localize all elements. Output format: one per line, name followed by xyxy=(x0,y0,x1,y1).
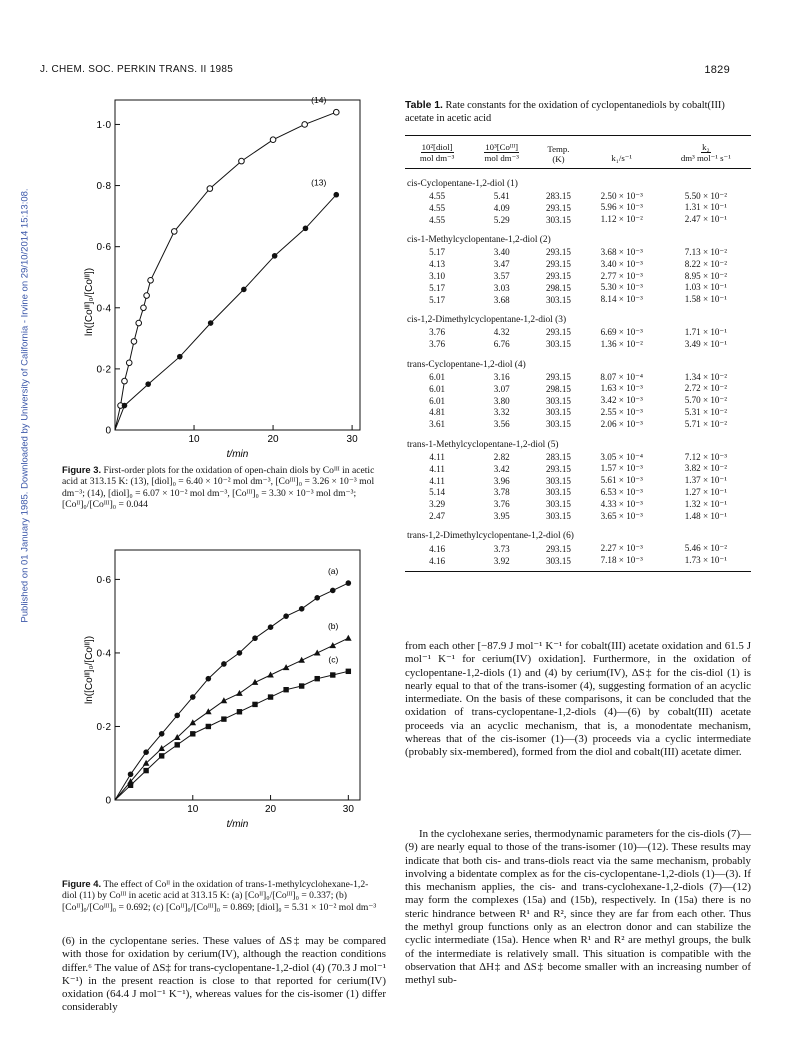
table-label: Table 1. xyxy=(405,100,443,111)
table-cell: 6.01 xyxy=(429,372,446,383)
table-cell: 3.49 × 10⁻¹ xyxy=(684,338,727,349)
table-body xyxy=(405,169,751,567)
right-column-paragraph-2: In the cyclohexane series, thermodynamic parameters for the cis-diols (7)—(9) are nearly equal to those of the trans-isomer (10)—(12). These results may indicate that both cis- and trans-diols react via the same mechanism, probably involving a bidentate complex as for the cis-cyclopentane-1,2-diols (1)—(3). If this mechanism applies, the cis- and trans-cyclohexane-1,2-diols (7)—(12) may form the complexes (15a) and (15b), respectively. In (15a) there is no steric hindrance between R¹ and R², since they are far from each other. Thus the methyl group functions only as an electron donor and can stabilize the cyclic intermediate (15a). Hence when R¹ and R² are methyl groups, the bulk of the intermediate is relatively small. This situation is compatible with the observation that ΔH‡ and ΔS‡ become smaller with an increasing number of methyl sub- xyxy=(405,828,751,987)
table-cell: 2.55 × 10⁻³ xyxy=(600,406,643,417)
table-row xyxy=(405,338,751,350)
table-cell: 5.14 xyxy=(429,487,446,498)
table-cell: 303.15 xyxy=(545,339,571,350)
x-tick-label: 20 xyxy=(267,434,279,445)
table-cell: 3.78 xyxy=(493,487,510,498)
table-cell: 3.68 × 10⁻³ xyxy=(600,246,643,257)
data-point xyxy=(136,320,142,326)
table-cell: 2.47 × 10⁻¹ xyxy=(684,214,727,225)
table-cell: 4.16 xyxy=(429,543,446,554)
data-point xyxy=(314,595,320,601)
data-point xyxy=(148,277,154,283)
table-row xyxy=(405,247,751,259)
series-label: (13) xyxy=(311,177,327,188)
table-cell: 293.15 xyxy=(545,327,571,338)
compound-name: cis-1-Methylcyclopentane-1,2-diol (2) xyxy=(407,235,551,246)
table-cell: 8.22 × 10⁻² xyxy=(684,258,727,269)
data-point xyxy=(330,672,335,677)
series-line xyxy=(115,671,348,800)
table-cell: 4.55 xyxy=(429,191,446,202)
table-cell: 6.01 xyxy=(429,383,446,394)
figure-4-label: Figure 4. xyxy=(62,878,102,889)
data-point xyxy=(175,742,180,747)
table-cell: 3.16 xyxy=(493,372,510,383)
data-point xyxy=(128,783,133,788)
x-tick-label: 30 xyxy=(346,434,358,445)
table-cell: 3.80 xyxy=(493,395,510,406)
table-cell: 283.15 xyxy=(545,452,571,463)
table-cell: 293.15 xyxy=(545,372,571,383)
rate-table xyxy=(405,135,751,566)
table-cell: 6.01 xyxy=(429,395,446,406)
table-cell: 6.76 xyxy=(493,339,510,350)
table-row xyxy=(405,418,751,430)
table-cell: 3.76 xyxy=(493,499,510,510)
table-cell: 7.13 × 10⁻² xyxy=(684,246,727,257)
data-point xyxy=(329,642,336,648)
table-cell: 298.15 xyxy=(545,383,571,394)
data-point xyxy=(270,137,276,143)
table-cell: 3.40 xyxy=(493,247,510,258)
compound-name: cis-1,2-Dimethylcyclopentane-1,2-diol (3) xyxy=(407,315,567,326)
table-row xyxy=(405,407,751,419)
data-point xyxy=(236,690,243,696)
data-point xyxy=(205,708,212,714)
table-row xyxy=(405,451,751,463)
table-cell: 3.47 xyxy=(493,259,510,270)
data-point xyxy=(298,657,305,663)
data-point xyxy=(237,709,242,714)
y-tick-label: 0 xyxy=(105,425,111,437)
table-cell: 1.27 × 10⁻¹ xyxy=(684,486,727,497)
table-cell: 5.17 xyxy=(429,294,446,305)
table-row xyxy=(405,395,751,407)
table-1 xyxy=(405,100,751,572)
figure-3 xyxy=(60,92,370,477)
table-cell: 5.17 xyxy=(429,282,446,293)
table-cell: 2.27 × 10⁻³ xyxy=(600,543,643,554)
table-row xyxy=(405,498,751,510)
data-point xyxy=(174,713,180,719)
data-point xyxy=(190,694,196,700)
compound-name: trans-1,2-Dimethylcyclopentane-1,2-diol (6) xyxy=(407,531,574,542)
table-cell: 1.58 × 10⁻¹ xyxy=(684,294,727,305)
table-cell: 293.15 xyxy=(545,259,571,270)
y-axis-label: ln([Coᴵᴵᴵ]₀/[Coᴵᴵᴵ]) xyxy=(84,267,95,337)
y-tick-label: 0 xyxy=(105,795,111,807)
data-point xyxy=(221,697,228,703)
data-point xyxy=(268,694,273,699)
table-cell: 7.18 × 10⁻³ xyxy=(600,555,643,566)
series-label: (14) xyxy=(311,95,327,106)
data-point xyxy=(302,122,308,128)
running-header: J. CHEM. SOC. PERKIN TRANS. II 1985 xyxy=(40,64,234,75)
table-cell: 2.72 × 10⁻² xyxy=(684,383,727,394)
table-cell: 293.15 xyxy=(545,271,571,282)
table-cell: 8.95 × 10⁻² xyxy=(684,270,727,281)
data-point xyxy=(346,669,351,674)
table-group-heading xyxy=(405,430,751,451)
table-cell: 3.65 × 10⁻³ xyxy=(600,510,643,521)
y-tick-label: 0·4 xyxy=(96,303,111,315)
table-cell: 3.92 xyxy=(493,555,510,566)
table-cell: 4.16 xyxy=(429,555,446,566)
data-point xyxy=(237,650,243,656)
compound-name: trans-Cyclopentane-1,2-diol (4) xyxy=(407,359,526,370)
data-point xyxy=(346,580,352,586)
table-cell: 303.15 xyxy=(545,499,571,510)
data-point xyxy=(241,287,247,293)
series-label: (c) xyxy=(328,654,339,665)
table-cell: 1.63 × 10⁻³ xyxy=(600,383,643,394)
series-label: (b) xyxy=(327,621,339,632)
table-row xyxy=(405,487,751,499)
table-cell: 2.50 × 10⁻³ xyxy=(600,190,643,201)
figure-4 xyxy=(60,540,370,840)
table-cell: 4.11 xyxy=(429,452,445,463)
data-point xyxy=(190,731,195,736)
figure-4-caption-text: The effect of Coᴵᴵ in the oxidation of trans-1-methylcyclohexane-1,2-diol (11) by Coᴵᴵᴵ in acetic acid at 313.15 K: (a) [Coᴵᴵ]₀/[Coᴵᴵᴵ]₀ = 0.337; (b) [Coᴵᴵ]₀/[Coᴵᴵᴵ]₀ = 0.692; (c) [Coᴵᴵ]₀/[Coᴵᴵᴵ]₀ = 0.869; [diol]₀ = 5.31 × 10⁻² mol dm⁻³ xyxy=(62,879,377,913)
data-point xyxy=(303,226,309,232)
table-cell: 3.76 xyxy=(429,327,446,338)
table-row xyxy=(405,294,751,306)
table-cell: 283.15 xyxy=(545,191,571,202)
table-cell: 4.32 xyxy=(493,327,510,338)
data-point xyxy=(206,724,211,729)
table-cell: 3.56 xyxy=(493,419,510,430)
table-cell: 5.31 × 10⁻² xyxy=(684,406,727,417)
table-cell: 2.82 xyxy=(493,452,510,463)
col-k1: k₁/s⁻¹ xyxy=(611,153,633,164)
table-cell: 5.71 × 10⁻² xyxy=(684,418,727,429)
data-point xyxy=(239,158,245,164)
compound-name: trans-1-Methylcyclopentane-1,2-diol (5) xyxy=(407,439,559,450)
table-cell: 303.15 xyxy=(545,475,571,486)
data-point xyxy=(206,676,212,682)
data-point xyxy=(158,745,165,751)
data-point xyxy=(252,635,258,641)
series-label: (a) xyxy=(327,566,339,577)
data-point xyxy=(177,354,183,360)
figure-3-chart xyxy=(60,92,370,472)
right-column-paragraph-1: from each other [−87.9 J mol⁻¹ K⁻¹ for cobalt(III) acetate oxidation and 61.5 J mol⁻¹ K⁻¹ for cerium(IV) oxidation]. Furthermore, in the oxidation of cyclopentane-1,2-diols (1) and (4) by cerium(IV), ΔS‡ for the cis-diol (1) is nearly equal to that of the trans-isomer (4), suggesting formation of an acyclic intermediate. On the basis of these comparisons, it can be concluded that the oxidation of trans-cyclopentane-1,2-diols (4)—(6) by cobalt(III) acetate proceeds via an acyclic mechanism, that is, a monodentate mechanism, whereas that of the cis-isomer (1)—(3) proceeds via a cyclic intermediate (probably six-membered), formed from the diol and cobalt(III) acetate dimer. xyxy=(405,640,751,759)
table-cell: 3.96 xyxy=(493,475,510,486)
data-point xyxy=(126,360,132,366)
col-temp: Temp. (K) xyxy=(547,144,570,165)
y-tick-label: 1·0 xyxy=(96,119,111,131)
table-cell: 1.31 × 10⁻¹ xyxy=(684,202,727,213)
table-row xyxy=(405,270,751,282)
data-point xyxy=(143,768,148,773)
figure-3-caption-text: First-order plots for the oxidation of open-chain diols by Coᴵᴵᴵ in acetic acid at 313.15 K: (13), [diol]₀ = 6.40 × 10⁻² mol dm⁻³, [Coᴵᴵᴵ]₀ = 3.26 × 10⁻³ mol dm⁻³; (14), [diol]₀ = 6.07 × 10⁻² mol dm⁻³, [Coᴵᴵᴵ]₀ = 3.30 × 10⁻³ mol dm⁻³; [Coᴵᴵ]₀/[Coᴵᴵᴵ]₀ = 0.044 xyxy=(62,465,375,511)
series-line xyxy=(115,195,336,430)
table-row xyxy=(405,214,751,226)
data-point xyxy=(283,664,290,670)
data-point xyxy=(299,683,304,688)
table-row xyxy=(405,475,751,487)
table-group-heading xyxy=(405,169,751,191)
table-cell: 4.09 xyxy=(493,202,510,213)
table-group-heading xyxy=(405,522,751,543)
table-cell: 293.15 xyxy=(545,543,571,554)
compound-name: cis-Cyclopentane-1,2-diol (1) xyxy=(407,178,518,189)
table-row xyxy=(405,202,751,214)
table-cell: 1.36 × 10⁻² xyxy=(600,338,643,349)
y-tick-label: 0·2 xyxy=(96,721,111,733)
table-cell: 4.33 × 10⁻³ xyxy=(600,498,643,509)
plot-frame xyxy=(115,550,360,800)
figure-4-chart xyxy=(60,540,370,835)
table-row xyxy=(405,543,751,555)
figure-4-caption xyxy=(62,878,382,913)
table-cell: 303.15 xyxy=(545,419,571,430)
table-cell: 5.96 × 10⁻³ xyxy=(600,202,643,213)
table-title xyxy=(405,100,751,125)
table-cell: 303.15 xyxy=(545,294,571,305)
table-cell: 303.15 xyxy=(545,395,571,406)
table-cell: 298.15 xyxy=(545,282,571,293)
x-axis-label: t/min xyxy=(226,449,249,460)
data-point xyxy=(267,672,274,678)
data-point xyxy=(221,661,227,667)
table-cell: 3.61 xyxy=(429,419,446,430)
data-point xyxy=(159,731,165,737)
table-cell: 5.61 × 10⁻³ xyxy=(600,475,643,486)
table-group-heading xyxy=(405,306,751,327)
table-cell: 3.32 xyxy=(493,407,510,418)
data-point xyxy=(314,649,321,655)
table-cell: 1.71 × 10⁻¹ xyxy=(684,326,727,337)
data-point xyxy=(141,305,147,311)
x-tick-label: 20 xyxy=(264,804,277,815)
data-point xyxy=(299,606,305,612)
table-row xyxy=(405,282,751,294)
figure-3-caption xyxy=(62,464,382,511)
table-cell: 5.46 × 10⁻² xyxy=(684,543,727,554)
col-co: 10³[Coᴵᴵᴵ] mol dm⁻³ xyxy=(484,142,519,164)
y-tick-label: 0·6 xyxy=(96,574,111,586)
table-row xyxy=(405,510,751,522)
table-group-heading xyxy=(405,350,751,371)
table-cell: 1.57 × 10⁻³ xyxy=(600,463,643,474)
table-cell: 5.17 xyxy=(429,247,446,258)
data-point xyxy=(333,109,339,115)
download-watermark: Published on 01 January 1985. Downloaded by University of California - Irvine on 29/10/2014 15:13:08. xyxy=(19,188,31,623)
table-cell: 3.29 xyxy=(429,499,446,510)
table-cell: 4.11 xyxy=(429,463,445,474)
table-cell: 5.41 xyxy=(493,191,510,202)
data-point xyxy=(122,403,128,409)
table-cell: 4.55 xyxy=(429,214,446,225)
table-cell: 303.15 xyxy=(545,214,571,225)
data-point xyxy=(144,293,150,299)
y-tick-label: 0·6 xyxy=(96,242,111,254)
data-point xyxy=(268,624,274,630)
data-point xyxy=(330,588,336,594)
col-k2: k₂ dm³ mol⁻¹ s⁻¹ xyxy=(680,142,731,164)
left-column-text: (6) in the cyclopentane series. These values of ΔS‡ may be compared with those for oxidation by cerium(IV), although the reaction conditions differ.⁶ The value of ΔS‡ for trans-cyclopentane-1,2-diol (4) (70.3 J mol⁻¹ K⁻¹) in the present reaction is close to that reported for cerium(IV) oxidation (64.4 J mol⁻¹ K⁻¹), whereas values for the cis-isomer (1) differ considerably xyxy=(62,935,386,1014)
table-cell: 3.82 × 10⁻² xyxy=(684,463,727,474)
data-point xyxy=(171,229,177,235)
table-cell: 1.32 × 10⁻¹ xyxy=(684,498,727,509)
table-cell: 5.70 × 10⁻² xyxy=(684,395,727,406)
table-cell: 3.03 xyxy=(493,282,510,293)
table-row xyxy=(405,463,751,475)
table-cell: 2.06 × 10⁻³ xyxy=(600,418,643,429)
y-tick-label: 0·4 xyxy=(96,648,111,660)
data-point xyxy=(207,186,213,192)
table-cell: 303.15 xyxy=(545,487,571,498)
data-point xyxy=(145,381,151,387)
y-tick-label: 0·8 xyxy=(96,181,111,193)
table-cell: 5.30 × 10⁻³ xyxy=(600,282,643,293)
table-cell: 4.81 xyxy=(429,407,446,418)
table-row xyxy=(405,327,751,339)
table-cell: 5.29 xyxy=(493,214,510,225)
table-cell: 4.13 xyxy=(429,259,446,270)
table-cell: 303.15 xyxy=(545,555,571,566)
table-row xyxy=(405,258,751,270)
table-cell: 1.48 × 10⁻¹ xyxy=(684,510,727,521)
page-number: 1829 xyxy=(704,64,730,76)
table-cell: 1.12 × 10⁻² xyxy=(600,214,643,225)
data-point xyxy=(221,716,226,721)
table-cell: 1.37 × 10⁻¹ xyxy=(684,475,727,486)
col-diol: 10²[diol] mol dm⁻³ xyxy=(419,142,455,164)
y-tick-label: 0·2 xyxy=(96,364,111,376)
table-cell: 3.10 xyxy=(429,271,446,282)
table-cell: 293.15 xyxy=(545,247,571,258)
table-cell: 7.12 × 10⁻³ xyxy=(684,451,727,462)
x-tick-label: 10 xyxy=(188,434,200,445)
x-axis-label: t/min xyxy=(226,819,249,830)
y-axis-label: ln([Coᴵᴵᴵ]₀/[Coᴵᴵᴵ]) xyxy=(84,635,95,705)
x-tick-label: 10 xyxy=(187,804,199,815)
table-group-heading xyxy=(405,226,751,247)
data-point xyxy=(122,378,128,384)
table-cell: 4.11 xyxy=(429,475,445,486)
data-point xyxy=(128,771,134,777)
table-cell: 8.14 × 10⁻³ xyxy=(600,294,643,305)
table-cell: 3.42 × 10⁻³ xyxy=(600,395,643,406)
table-cell: 1.34 × 10⁻² xyxy=(684,371,727,382)
table-cell: 2.47 xyxy=(429,511,446,522)
table-cell: 293.15 xyxy=(545,202,571,213)
data-point xyxy=(189,719,196,725)
table-cell: 1.03 × 10⁻¹ xyxy=(684,282,727,293)
data-point xyxy=(315,676,320,681)
data-point xyxy=(283,613,289,619)
table-cell: 3.42 xyxy=(493,463,510,474)
table-cell: 6.53 × 10⁻³ xyxy=(600,486,643,497)
table-cell: 3.40 × 10⁻³ xyxy=(600,258,643,269)
table-title-text: Rate constants for the oxidation of cyclopentanediols by cobalt(III) acetate in acetic acid xyxy=(405,100,725,124)
table-row xyxy=(405,555,751,567)
data-point xyxy=(283,687,288,692)
table-cell: 3.05 × 10⁻⁴ xyxy=(600,451,644,462)
data-point xyxy=(159,753,164,758)
table-cell: 3.73 xyxy=(493,543,510,554)
table-cell: 3.57 xyxy=(493,271,510,282)
table-row xyxy=(405,190,751,202)
data-point xyxy=(333,192,339,198)
table-cell: 4.55 xyxy=(429,202,446,213)
table-row xyxy=(405,383,751,395)
table-cell: 303.15 xyxy=(545,511,571,522)
table-cell: 8.07 × 10⁻⁴ xyxy=(600,371,644,382)
table-cell: 303.15 xyxy=(545,407,571,418)
table-cell: 293.15 xyxy=(545,463,571,474)
figure-3-label: Figure 3. xyxy=(62,464,102,475)
data-point xyxy=(252,702,257,707)
table-cell: 3.95 xyxy=(493,511,510,522)
table-cell: 2.77 × 10⁻³ xyxy=(600,270,643,281)
x-tick-label: 30 xyxy=(342,804,354,815)
table-cell: 5.50 × 10⁻² xyxy=(684,190,727,201)
data-point xyxy=(131,339,137,345)
data-point xyxy=(208,320,214,326)
series-line xyxy=(115,638,348,800)
table-cell: 3.07 xyxy=(493,383,510,394)
table-cell: 1.73 × 10⁻¹ xyxy=(684,555,727,566)
table-cell: 3.76 xyxy=(429,339,446,350)
table-row xyxy=(405,371,751,383)
data-point xyxy=(345,635,352,641)
table-rule xyxy=(405,571,751,572)
table-cell: 3.68 xyxy=(493,294,510,305)
data-point xyxy=(143,749,149,755)
data-point xyxy=(272,253,278,259)
table-cell: 6.69 × 10⁻³ xyxy=(600,326,643,337)
